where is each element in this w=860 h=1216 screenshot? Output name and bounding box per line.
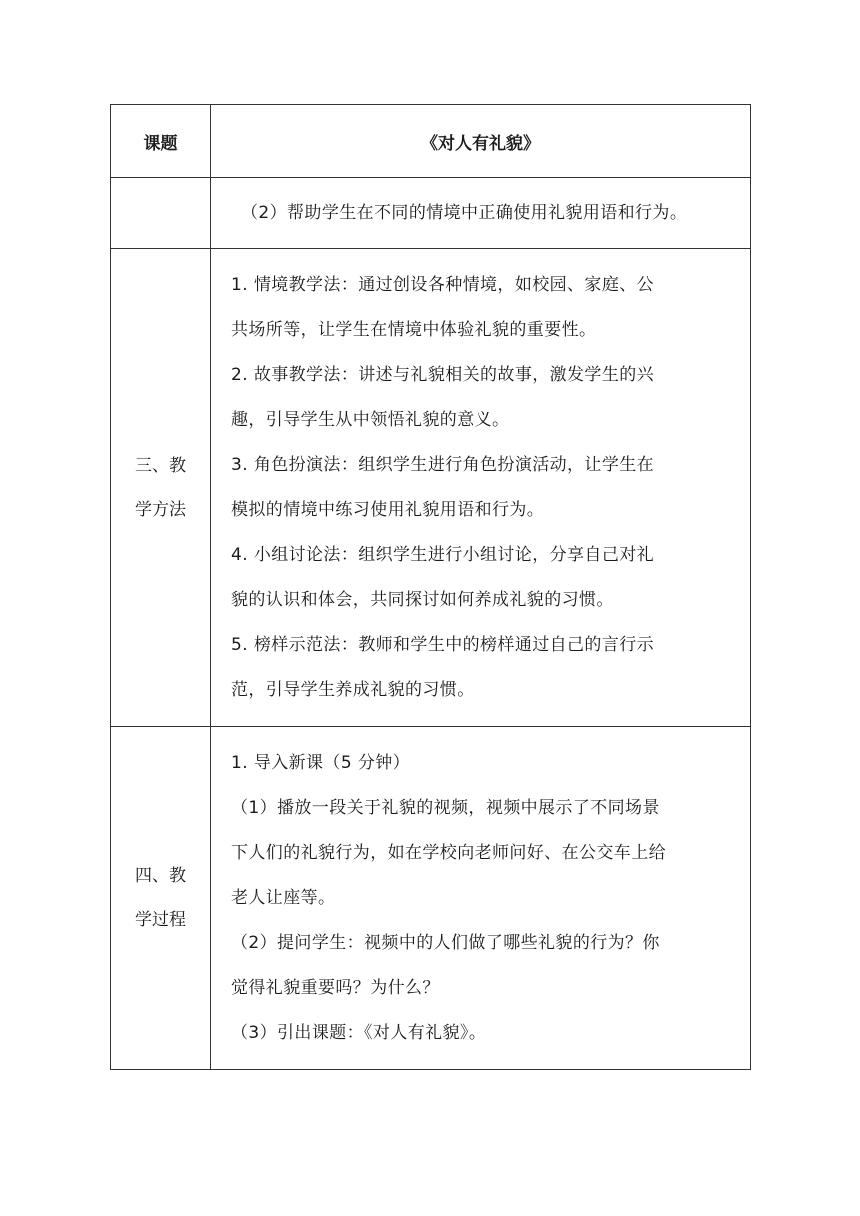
method-item-5-line1: 5. 榜样示范法：教师和学生中的榜样通过自己的言行示 bbox=[231, 634, 655, 655]
teaching-methods-content-cell bbox=[211, 249, 751, 727]
method-item-4-line2: 貌的认识和体会，共同探讨如何养成礼貌的习惯。 bbox=[231, 589, 614, 610]
process-line-5: （2）提问学生：视频中的人们做了哪些礼貌的行为？你 bbox=[231, 932, 660, 953]
process-line-3: 下人们的礼貌行为，如在学校向老师问好、在公交车上给 bbox=[231, 842, 666, 863]
process-line-7: （3）引出课题：《对人有礼貌》。 bbox=[231, 1022, 487, 1043]
process-line-6: 觉得礼貌重要吗？为什么？ bbox=[231, 977, 440, 998]
teaching-methods-label-line1: 三、教 bbox=[135, 455, 186, 476]
method-item-2-line2: 趣，引导学生从中领悟礼貌的意义。 bbox=[231, 409, 510, 430]
method-item-2-line1: 2. 故事教学法：讲述与礼貌相关的故事，激发学生的兴 bbox=[231, 364, 655, 385]
teaching-methods-label-cell bbox=[111, 249, 211, 727]
topic-title-cell bbox=[211, 105, 751, 178]
process-line-2: （1）播放一段关于礼貌的视频，视频中展示了不同场景 bbox=[231, 797, 660, 818]
lesson-plan-table bbox=[110, 104, 751, 1070]
method-item-3-line1: 3. 角色扮演法：组织学生进行角色扮演活动，让学生在 bbox=[231, 454, 655, 475]
objective-continued-row bbox=[111, 178, 751, 249]
objective-continued-content-cell bbox=[211, 178, 751, 249]
header-row bbox=[111, 105, 751, 178]
process-line-4: 老人让座等。 bbox=[231, 887, 336, 908]
method-item-3-line2: 模拟的情境中练习使用礼貌用语和行为。 bbox=[231, 499, 545, 520]
method-item-1-line2: 共场所等，让学生在情境中体验礼貌的重要性。 bbox=[231, 319, 597, 340]
topic-label-cell bbox=[111, 105, 211, 178]
objective-continued-label-cell bbox=[111, 178, 211, 249]
teaching-process-label-line1: 四、教 bbox=[135, 866, 186, 886]
teaching-process-row bbox=[111, 727, 751, 1070]
method-item-4-line1: 4. 小组讨论法：组织学生进行小组讨论，分享自己对礼 bbox=[231, 544, 655, 565]
teaching-process-label-cell bbox=[111, 727, 211, 1070]
teaching-process-label-line2: 学过程 bbox=[135, 910, 186, 930]
method-item-5-line2: 范，引导学生养成礼貌的习惯。 bbox=[231, 679, 475, 700]
process-line-1: 1. 导入新课（5 分钟） bbox=[231, 752, 411, 773]
topic-label: 课题 bbox=[143, 133, 178, 154]
teaching-methods-label-line2: 学方法 bbox=[135, 499, 186, 520]
topic-title: 《对人有礼貌》 bbox=[421, 133, 540, 154]
objective-continued-text: （2）帮助学生在不同的情境中正确使用礼貌用语和行为。 bbox=[241, 202, 688, 223]
method-item-1-line1: 1. 情境教学法：通过创设各种情境，如校园、家庭、公 bbox=[231, 274, 655, 295]
teaching-process-content-cell bbox=[211, 727, 751, 1070]
teaching-methods-row bbox=[111, 249, 751, 727]
